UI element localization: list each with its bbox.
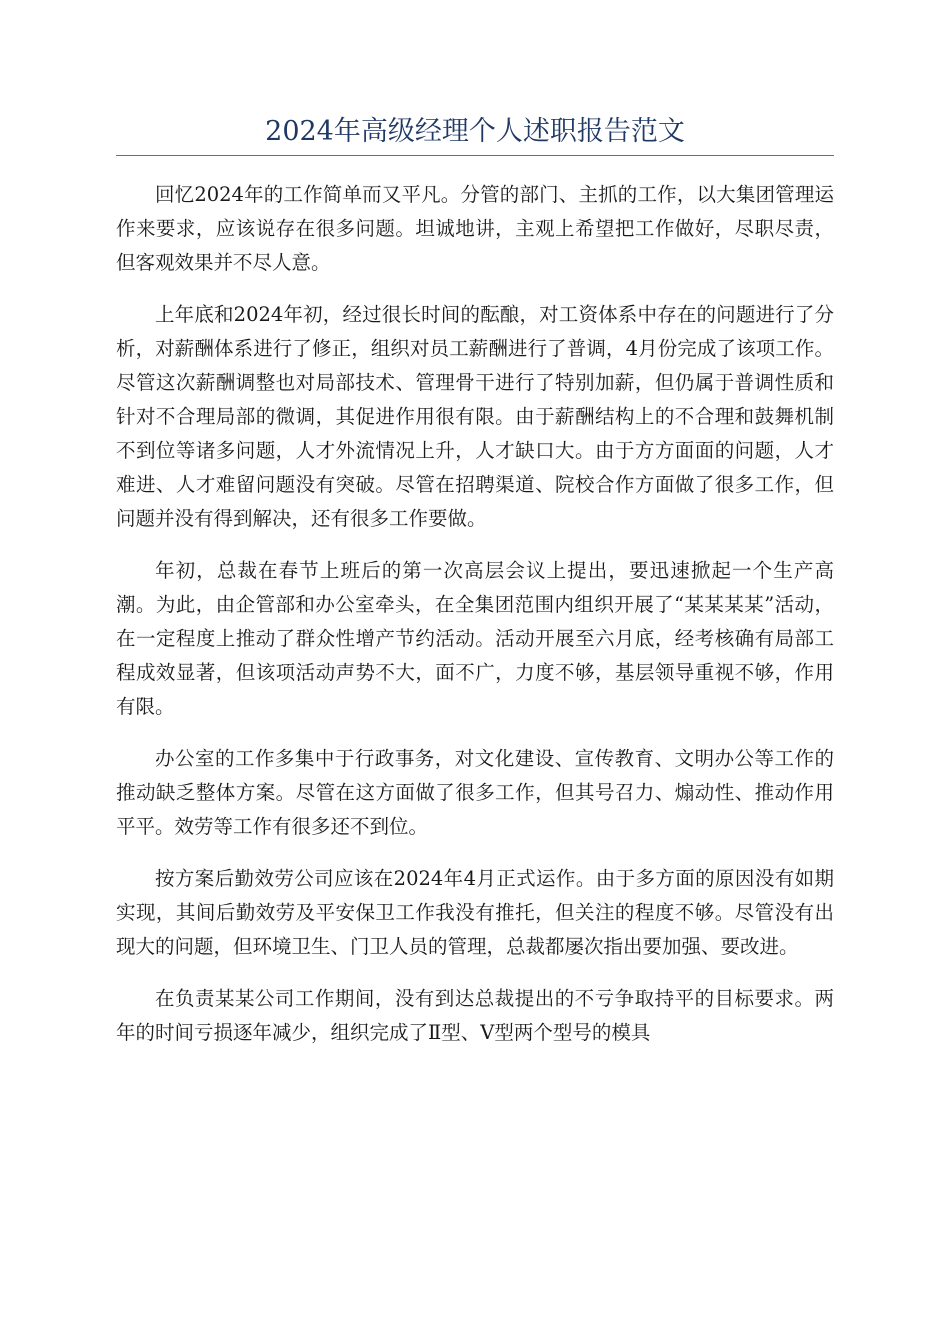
paragraph-5: 按方案后勤效劳公司应该在2024年4月正式运作。由于多方面的原因没有如期实现，其间后勤效劳及平安保卫工作我没有推托，但关注的程度不够。尽管没有出现大的问题，但环境卫生、门卫人员的管理，总裁都屡次指出要加强、要改进。 — [116, 867, 834, 958]
paragraph-3: 年初，总裁在春节上班后的第一次高层会议上提出，要迅速掀起一个生产高潮。为此，由企管部和办公室牵头，在全集团范围内组织开展了“某某某某”活动，在一定程度上推动了群众性增产节约活动。活动开展至六月底，经考核确有局部工程成效显著，但该项活动声势不大，面不广，力度不够，基层领导重视不够，作用有限。 — [116, 559, 834, 718]
title-underline — [116, 155, 834, 156]
paragraph-6: 在负责某某公司工作期间，没有到达总裁提出的不亏争取持平的目标要求。两年的时间亏损逐年减少，组织完成了Ⅱ型、Ⅴ型两个型号的模具 — [116, 987, 834, 1044]
paragraph-1: 回忆2024年的工作简单而又平凡。分管的部门、主抓的工作，以大集团管理运作来要求，应该说存在很多问题。坦诚地讲，主观上希望把工作做好，尽职尽责，但客观效果并不尽人意。 — [116, 183, 834, 274]
document-body — [116, 178, 834, 1068]
paragraph-4: 办公室的工作多集中于行政事务，对文化建设、宣传教育、文明办公等工作的推动缺乏整体方案。尽管在这方面做了很多工作，但其号召力、煽动性、推动作用平平。效劳等工作有很多还不到位。 — [116, 747, 834, 838]
paragraph-2: 上年底和2024年初，经过很长时间的酝酿，对工资体系中存在的问题进行了分析，对薪酬体系进行了修正，组织对员工薪酬进行了普调，4月份完成了该项工作。尽管这次薪酬调整也对局部技术、管理骨干进行了特别加薪，但仍属于普调性质和针对不合理局部的微调，其促进作用很有限。由于薪酬结构上的不合理和鼓舞机制不到位等诸多问题，人才外流情况上升，人才缺口大。由于方方面面的问题，人才难进、人才难留问题没有突破。尽管在招聘渠道、院校合作方面做了很多工作，但问题并没有得到解决，还有很多工作要做。 — [116, 303, 834, 530]
document-title: 2024年高级经理个人述职报告范文 — [265, 116, 685, 147]
